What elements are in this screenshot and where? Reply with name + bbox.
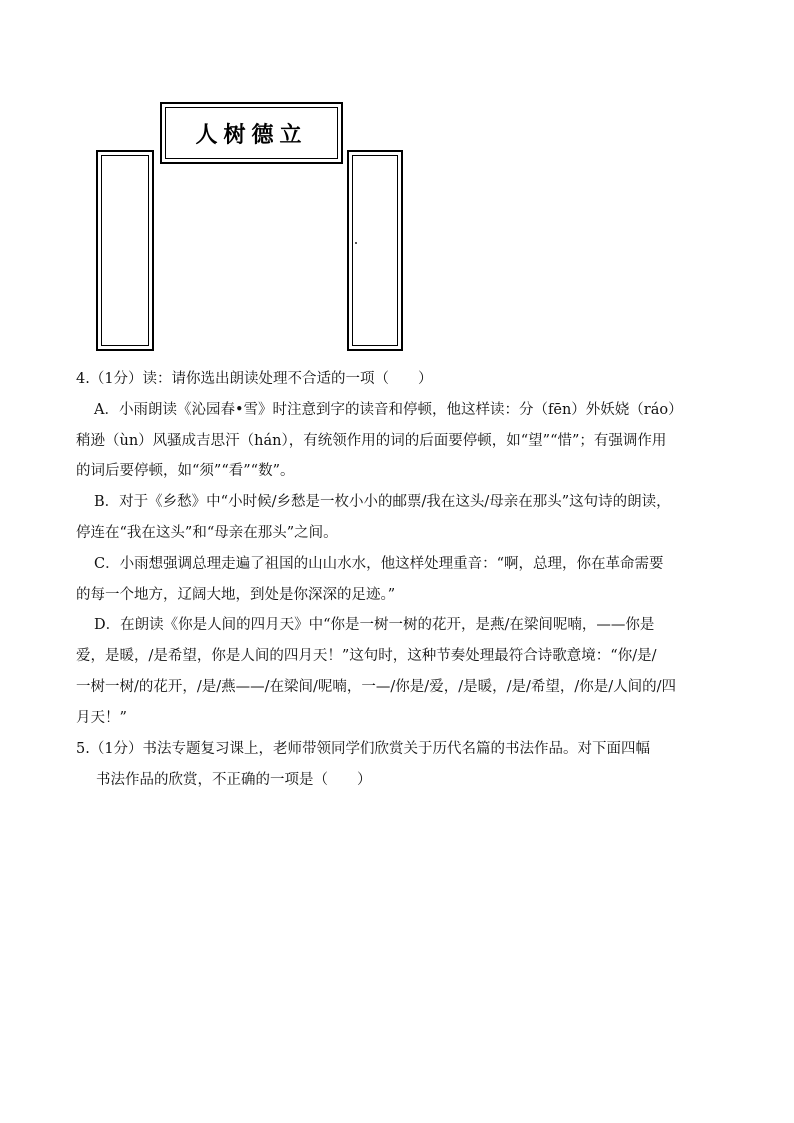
option-b-line-1: B．对于《乡愁》中“小时候/乡愁是一枚小小的邮票/我在这头/母亲在那头”这句诗的朗读， [94, 494, 671, 511]
option-d-line-2: 爱，是暖，/是希望，你是人间的四月天！”这句时，这种节奏处理最符合诗歌意境：“你/是/ [76, 648, 657, 665]
banner-text: 人树德立 [195, 122, 308, 148]
option-a-line-2: 稍逊（ùn）风骚成吉思汗（hán），有统领作用的词的后面要停顿，如“望”“惜”；有强调作用 [76, 432, 667, 449]
option-d-line-1: D．在朗读《你是人间的四月天》中“你是一树一树的花开，是燕/在梁间呢喃，——你是 [94, 617, 655, 634]
banner-inner-frame [165, 107, 338, 159]
stray-mark [355, 242, 357, 244]
option-a-line-1: A．小雨朗读《沁园春•雪》时注意到字的读音和停顿，他这样读：分（fēn）外妖娆（ráo） [94, 401, 683, 418]
left-scroll-inner-frame [101, 155, 149, 346]
question-5-stem-line-1: 5.（1分）书法专题复习课上，老师带领同学们欣赏关于历代名篇的书法作品。对下面四幅 [76, 741, 651, 757]
option-d-line-4: 月天！” [76, 709, 127, 726]
option-a-line-3: 的词后要停顿，如“须”“看”“数”。 [76, 463, 295, 480]
question-4-stem: 4.（1分）读：请你选出朗读处理不合适的一项（ ） [76, 371, 433, 387]
option-c-line-2: 的每一个地方，辽阔大地，到处是你深深的足迹。” [76, 586, 396, 603]
question-5 [76, 734, 726, 796]
right-couplet-scroll [347, 150, 403, 351]
question-4 [76, 364, 726, 734]
option-c-line-1: C．小雨想强调总理走遍了祖国的山山水水，他这样处理重音：“啊，总理，你在革命需要 [94, 555, 664, 572]
horizontal-banner [160, 102, 343, 164]
couplet-figure [0, 0, 794, 360]
question-5-stem-line-2: 书法作品的欣赏，不正确的一项是（ ） [96, 771, 372, 788]
option-d-line-3: 一树一树/的花开，/是/燕——/在梁间/呢喃，一—/你是/爱，/是暖，/是/希望，/你是/人间的/四 [76, 678, 677, 695]
left-couplet-scroll [96, 150, 154, 351]
option-b-line-2: 停连在“我在这头”和“母亲在那头”之间。 [76, 524, 338, 541]
right-scroll-inner-frame [352, 155, 398, 346]
